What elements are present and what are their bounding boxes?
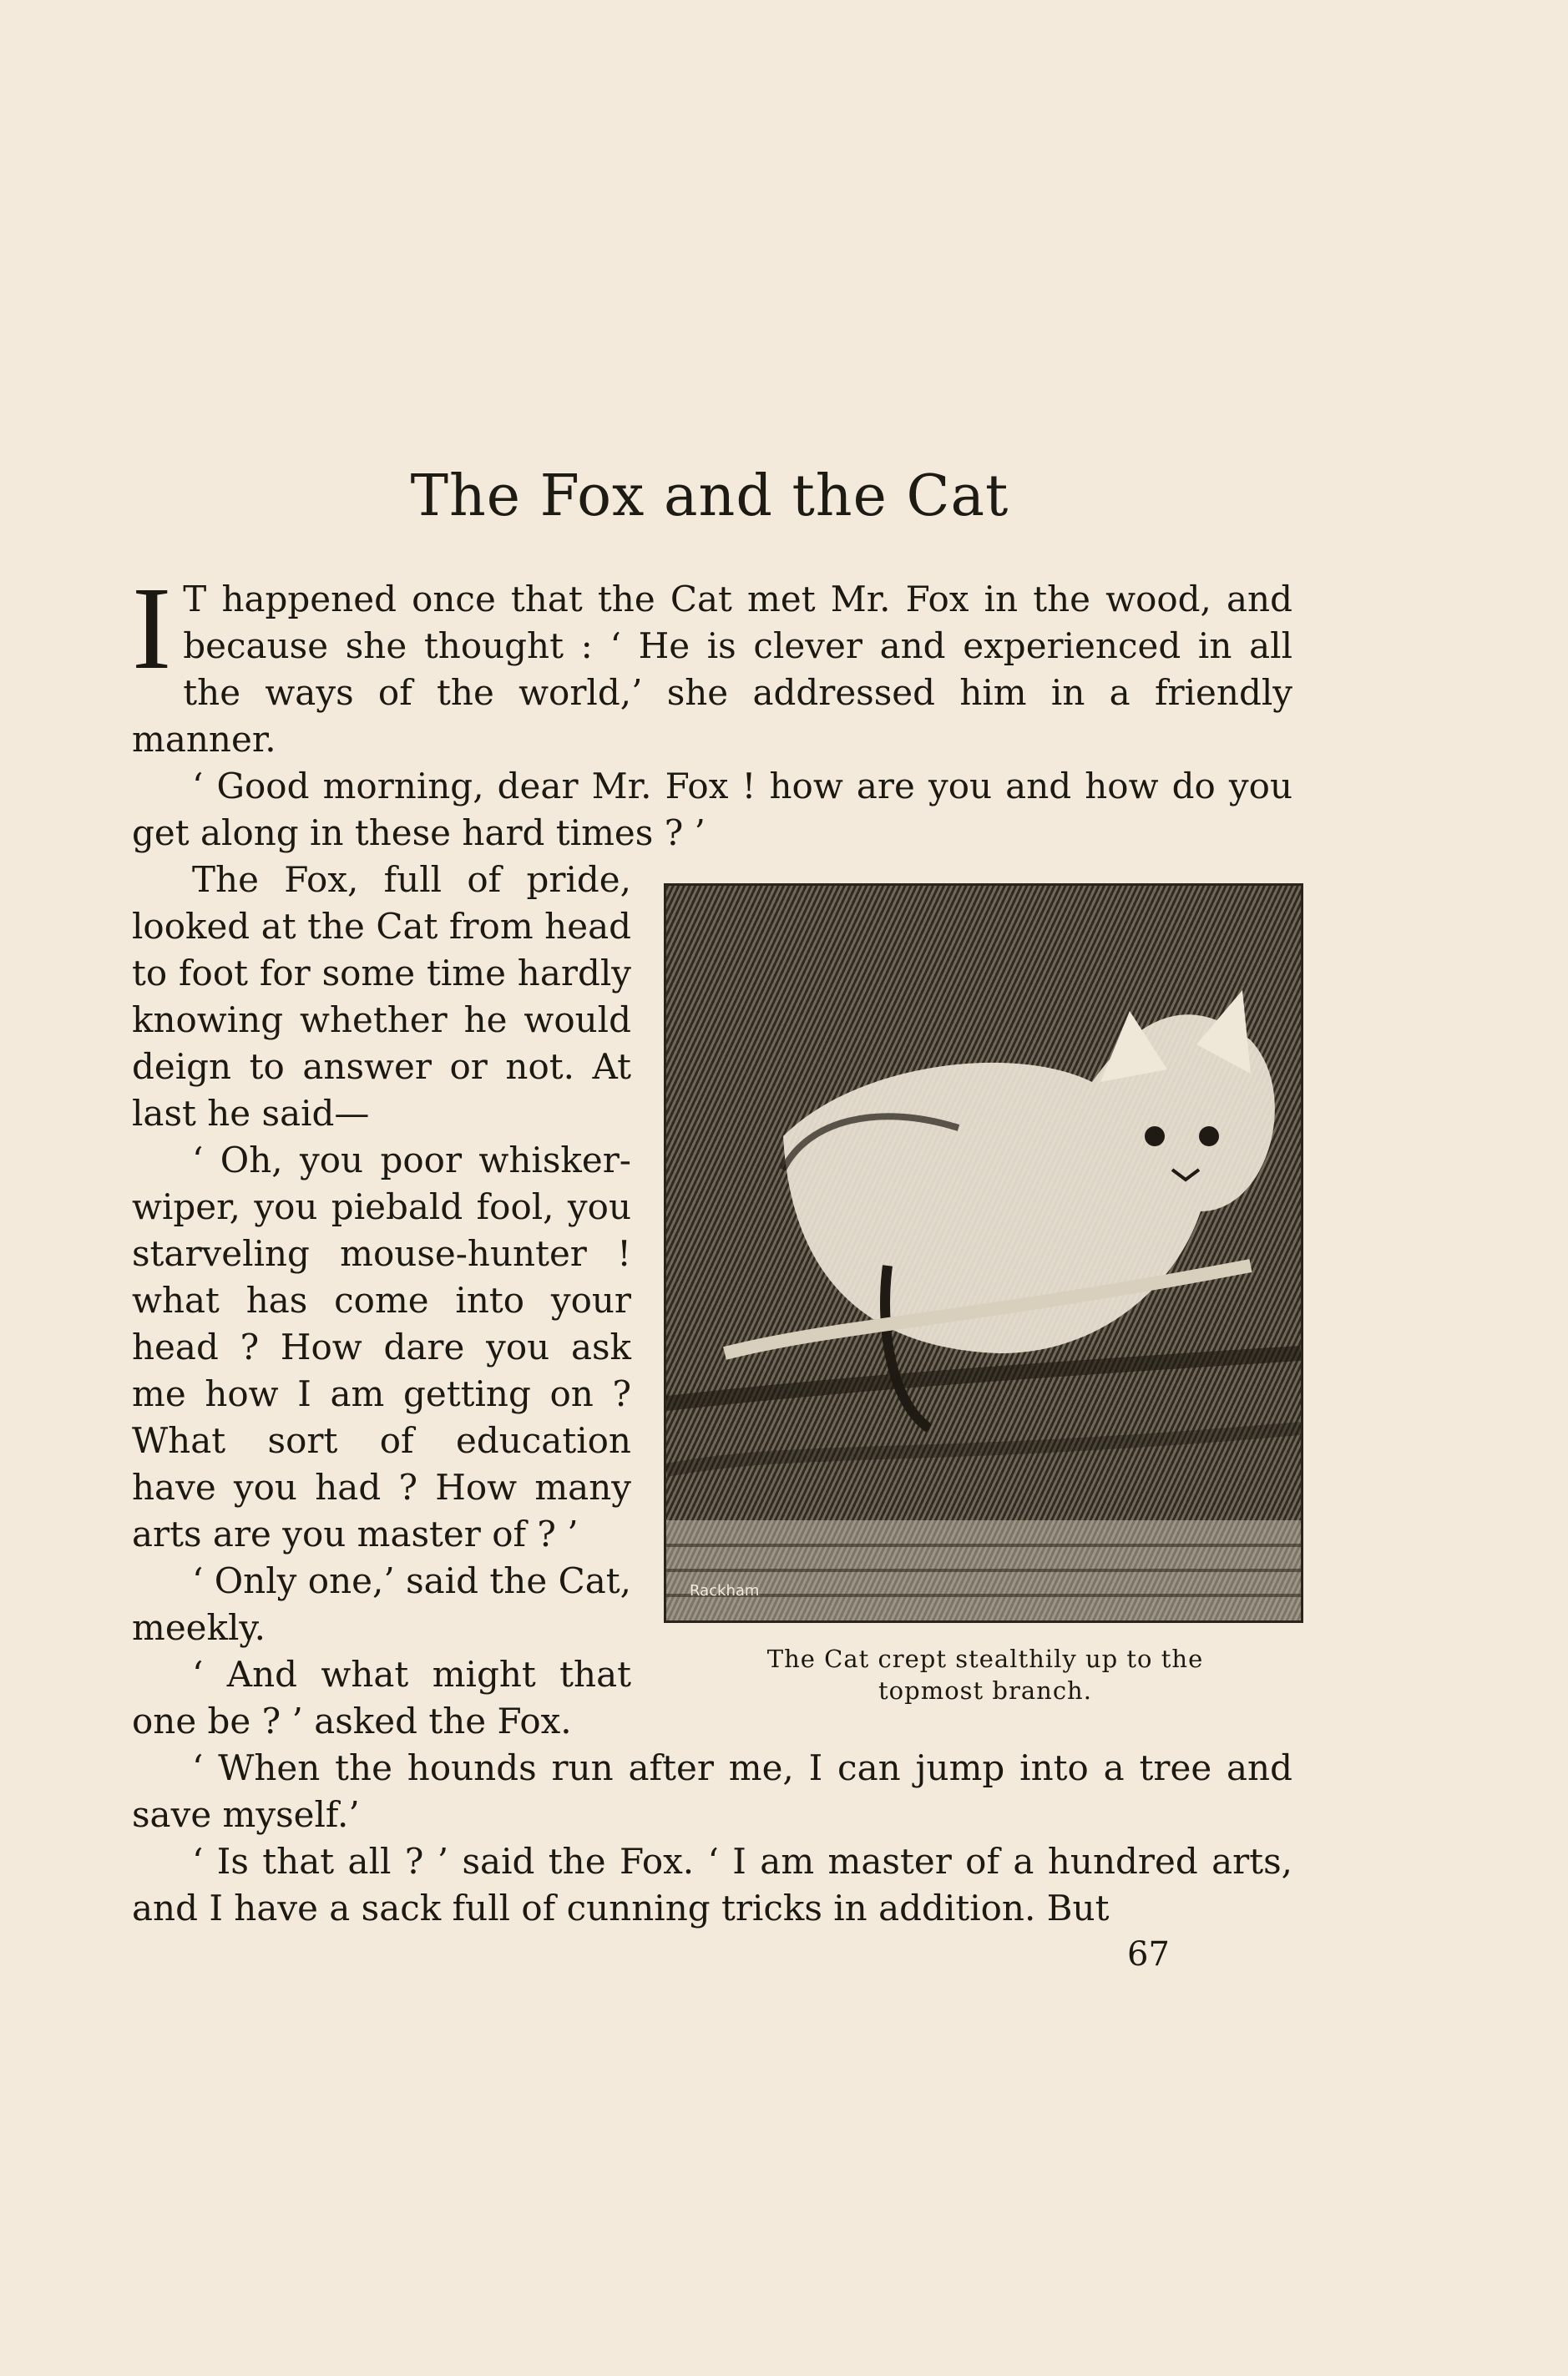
caption-line-1: The Cat crept stealthily up to the: [766, 1645, 1204, 1673]
illustration-signature: Rackham: [690, 1582, 760, 1600]
paragraph-3: The Fox, full of pride, looked at the Cat from head to foot for some time hardly knowing whether he would deign to answer or not. At last he said—: [132, 859, 631, 1134]
drop-cap: I: [132, 562, 172, 694]
paragraph-1: I T happened once that the Cat met Mr. Fox in the wood, and because she thought : ‘ He is clever and experienced in all the ways of the world,’ she addressed him in a friendly manner.: [132, 562, 1292, 760]
paragraph-8: ‘ Is that all ? ’ said the Fox. ‘ I am master of a hundred arts, and I have a sack full of cunning tricks in addition. But: [132, 1841, 1292, 1929]
cat-illustration-plate: [664, 883, 1303, 1623]
caption-line-2: topmost branch.: [878, 1676, 1092, 1705]
page-number: 67: [1127, 1935, 1170, 1974]
illustration: [664, 883, 1307, 1706]
cat-in-tree-drawing: [666, 886, 1301, 1620]
illustration-caption: [664, 1643, 1307, 1706]
paragraph-4: ‘ Oh, you poor whisker-wiper, you piebald fool, you starveling mouse-hunter ! what has come into your head ? How dare you ask me how I am getting on ? What sort of education have you had ? How many arts are you master of ? ’: [132, 1140, 631, 1555]
paragraph-5: ‘ Only one,’ said the Cat, meekly.: [132, 1560, 631, 1648]
paragraph-7: ‘ When the hounds run after me, I can jump into a tree and save myself.’: [132, 1747, 1292, 1835]
paragraph-2: ‘ Good morning, dear Mr. Fox ! how are you and how do you get along in these hard times ? ’: [132, 766, 1292, 853]
paragraph-6: ‘ And what might that one be ? ’ asked the Fox.: [132, 1654, 631, 1742]
story-title: The Fox and the Cat: [410, 463, 1009, 529]
